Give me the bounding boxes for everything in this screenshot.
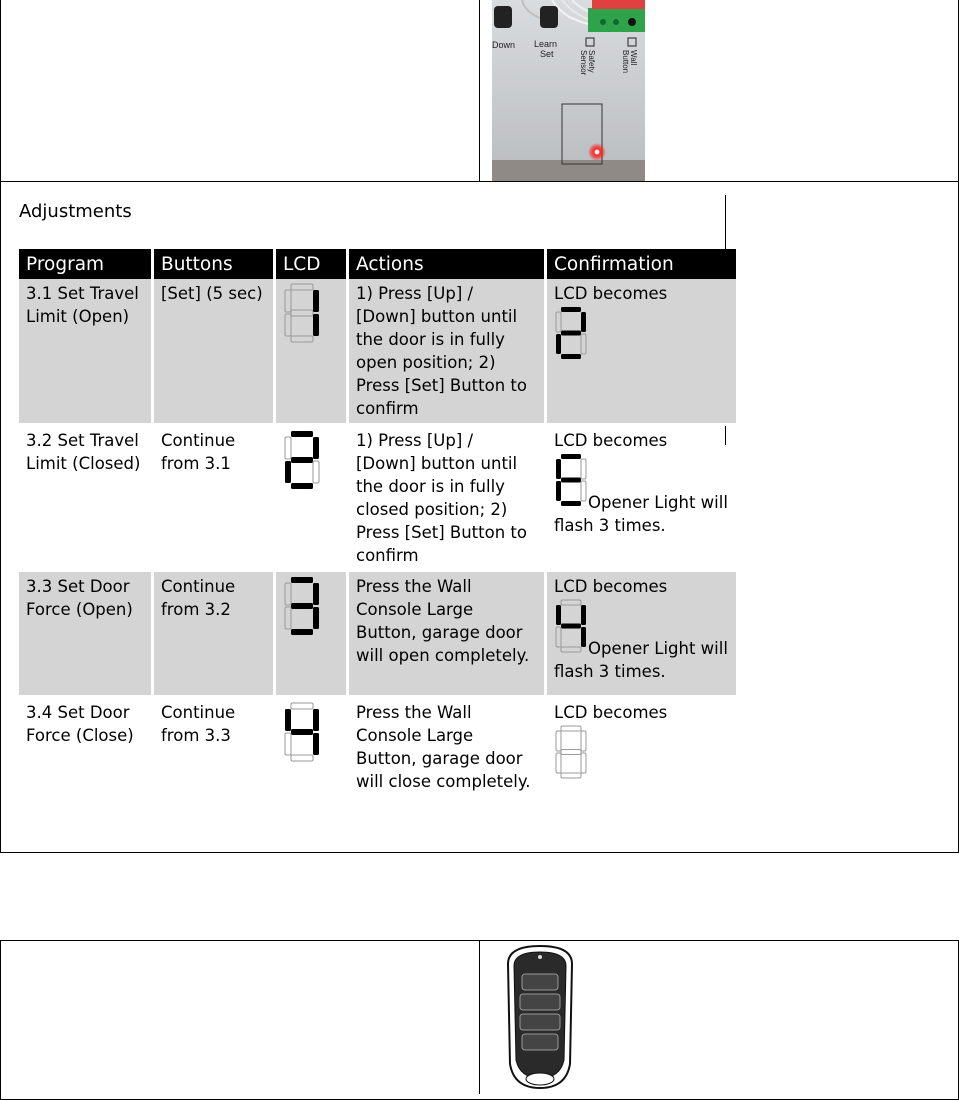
lcd-cell [276,426,346,572]
lcd-cell [276,698,346,824]
segment-e [285,461,291,483]
segment-a [561,307,581,312]
header-program: Program [19,249,151,279]
board-label-wall: Wall [629,50,638,66]
segment-c [313,607,319,629]
confirmation-label: LCD becomes [554,284,668,303]
lcd-cell [276,279,346,426]
segment-g [291,310,313,316]
confirmation-label: LCD becomes [554,431,668,450]
seven-segment-display [554,305,588,361]
top-panel-divider [479,0,480,181]
table-row [19,279,736,426]
lcd-digit-icon [283,701,339,769]
segment-c [313,314,319,336]
segment-e [556,481,561,501]
table-row [19,426,736,572]
bottom-panel-divider [479,940,480,1094]
segment-c [313,461,319,483]
adjustments-table [16,249,739,824]
segment-a [291,577,313,583]
actions-cell: 1) Press [Up] / [Down] button until the door is in fully closed position; 2) Press [Set] Button to confirm [356,431,527,565]
buttons-cell: Continue from 3.1 [161,431,236,473]
segment-b [581,459,586,479]
segment-b [313,437,319,459]
buttons-cell: Continue from 3.3 [161,703,236,745]
segment-g [561,478,581,483]
control-board-illustration [492,0,645,181]
confirmation-note: Opener Light will flash 3 times. [554,639,728,681]
buttons-cell: [Set] (5 sec) [154,279,273,426]
program-cell: 3.1 Set Travel Limit (Open) [19,279,151,426]
confirmation-digit-icon [554,305,729,367]
segment-d [291,336,313,342]
table-header-row [19,249,736,279]
segment-f [285,583,291,605]
lcd-digit-icon [283,282,339,350]
segment-e [285,607,291,629]
program-cell: 3.4 Set Door Force (Close) [26,703,134,745]
segment-f [285,437,291,459]
confirmation-cell [547,572,736,698]
confirmation-digit-icon [554,598,588,660]
confirmation-digit-icon [554,724,729,786]
actions-cell: Press the Wall Console Large Button, garage door will open completely. [349,572,544,698]
segment-a [291,703,313,709]
segment-f [556,605,561,625]
board-label-button: Button [621,50,630,74]
confirmation-cell [547,698,736,824]
segment-d [561,773,581,778]
segment-g [561,750,581,755]
segment-f [285,290,291,312]
table-row [19,698,736,824]
segment-b [313,709,319,731]
actions-cell: 1) Press [Up] / [Down] button until the door is in fully open position; 2) Press [Set] Button to confirm [349,279,544,426]
board-label-sensor: Sensor [579,50,588,76]
confirmation-note: Opener Light will flash 3 times. [554,493,728,535]
segment-e [556,627,561,647]
table-row [19,572,736,698]
segment-g [291,729,313,735]
segment-c [581,753,586,773]
seven-segment-display [283,429,321,491]
section-title: Adjustments [19,201,132,222]
header-buttons: Buttons [154,249,273,279]
seven-segment-display [554,724,588,780]
header-actions: Actions [349,249,544,279]
segment-b [581,312,586,332]
segment-f [556,312,561,332]
segment-e [285,733,291,755]
header-confirmation: Confirmation [547,249,736,279]
board-label-set: Set [540,49,554,59]
lcd-cell [276,572,346,698]
segment-g [291,603,313,609]
seven-segment-display [283,701,321,763]
segment-a [561,726,581,731]
remote-control-photo [500,944,580,1090]
segment-b [313,583,319,605]
board-label-down: Down [492,40,516,50]
segment-d [291,755,313,761]
lcd-digit-icon [283,429,339,497]
segment-e [556,334,561,354]
segment-a [561,454,581,459]
segment-c [581,334,586,354]
confirmation-cell [547,279,736,426]
seven-segment-display [283,282,321,344]
control-board-photo [492,0,645,181]
header-lcd: LCD [276,249,346,279]
segment-c [581,481,586,501]
segment-f [285,709,291,731]
segment-d [561,647,581,652]
segment-e [285,314,291,336]
segment-a [291,284,313,290]
segment-b [581,731,586,751]
segment-f [556,459,561,479]
segment-c [581,627,586,647]
segment-d [561,501,581,506]
confirmation-label: LCD becomes [554,577,668,596]
segment-f [556,731,561,751]
segment-c [313,733,319,755]
segment-g [561,331,581,336]
segment-d [291,629,313,635]
segment-g [561,624,581,629]
seven-segment-display [283,575,321,637]
segment-g [291,457,313,463]
segment-b [313,290,319,312]
board-label-safety: Safety [587,50,596,73]
segment-b [581,605,586,625]
buttons-cell: Continue from 3.2 [154,572,273,698]
segment-a [561,600,581,605]
program-cell: 3.3 Set Door Force (Open) [19,572,151,698]
lcd-digit-icon [283,575,339,643]
actions-cell: Press the Wall Console Large Button, garage door will close completely. [356,703,531,791]
confirmation-cell [547,426,736,572]
seven-segment-display [554,452,588,508]
remote-control-icon [500,944,580,1090]
board-label-learn: Learn [534,39,558,49]
seven-segment-display [554,598,588,654]
segment-d [561,354,581,359]
confirmation-label: LCD becomes [554,703,668,722]
segment-a [291,431,313,437]
segment-d [291,483,313,489]
confirmation-digit-icon [554,452,588,514]
segment-e [556,753,561,773]
program-cell: 3.2 Set Travel Limit (Closed) [26,431,141,473]
